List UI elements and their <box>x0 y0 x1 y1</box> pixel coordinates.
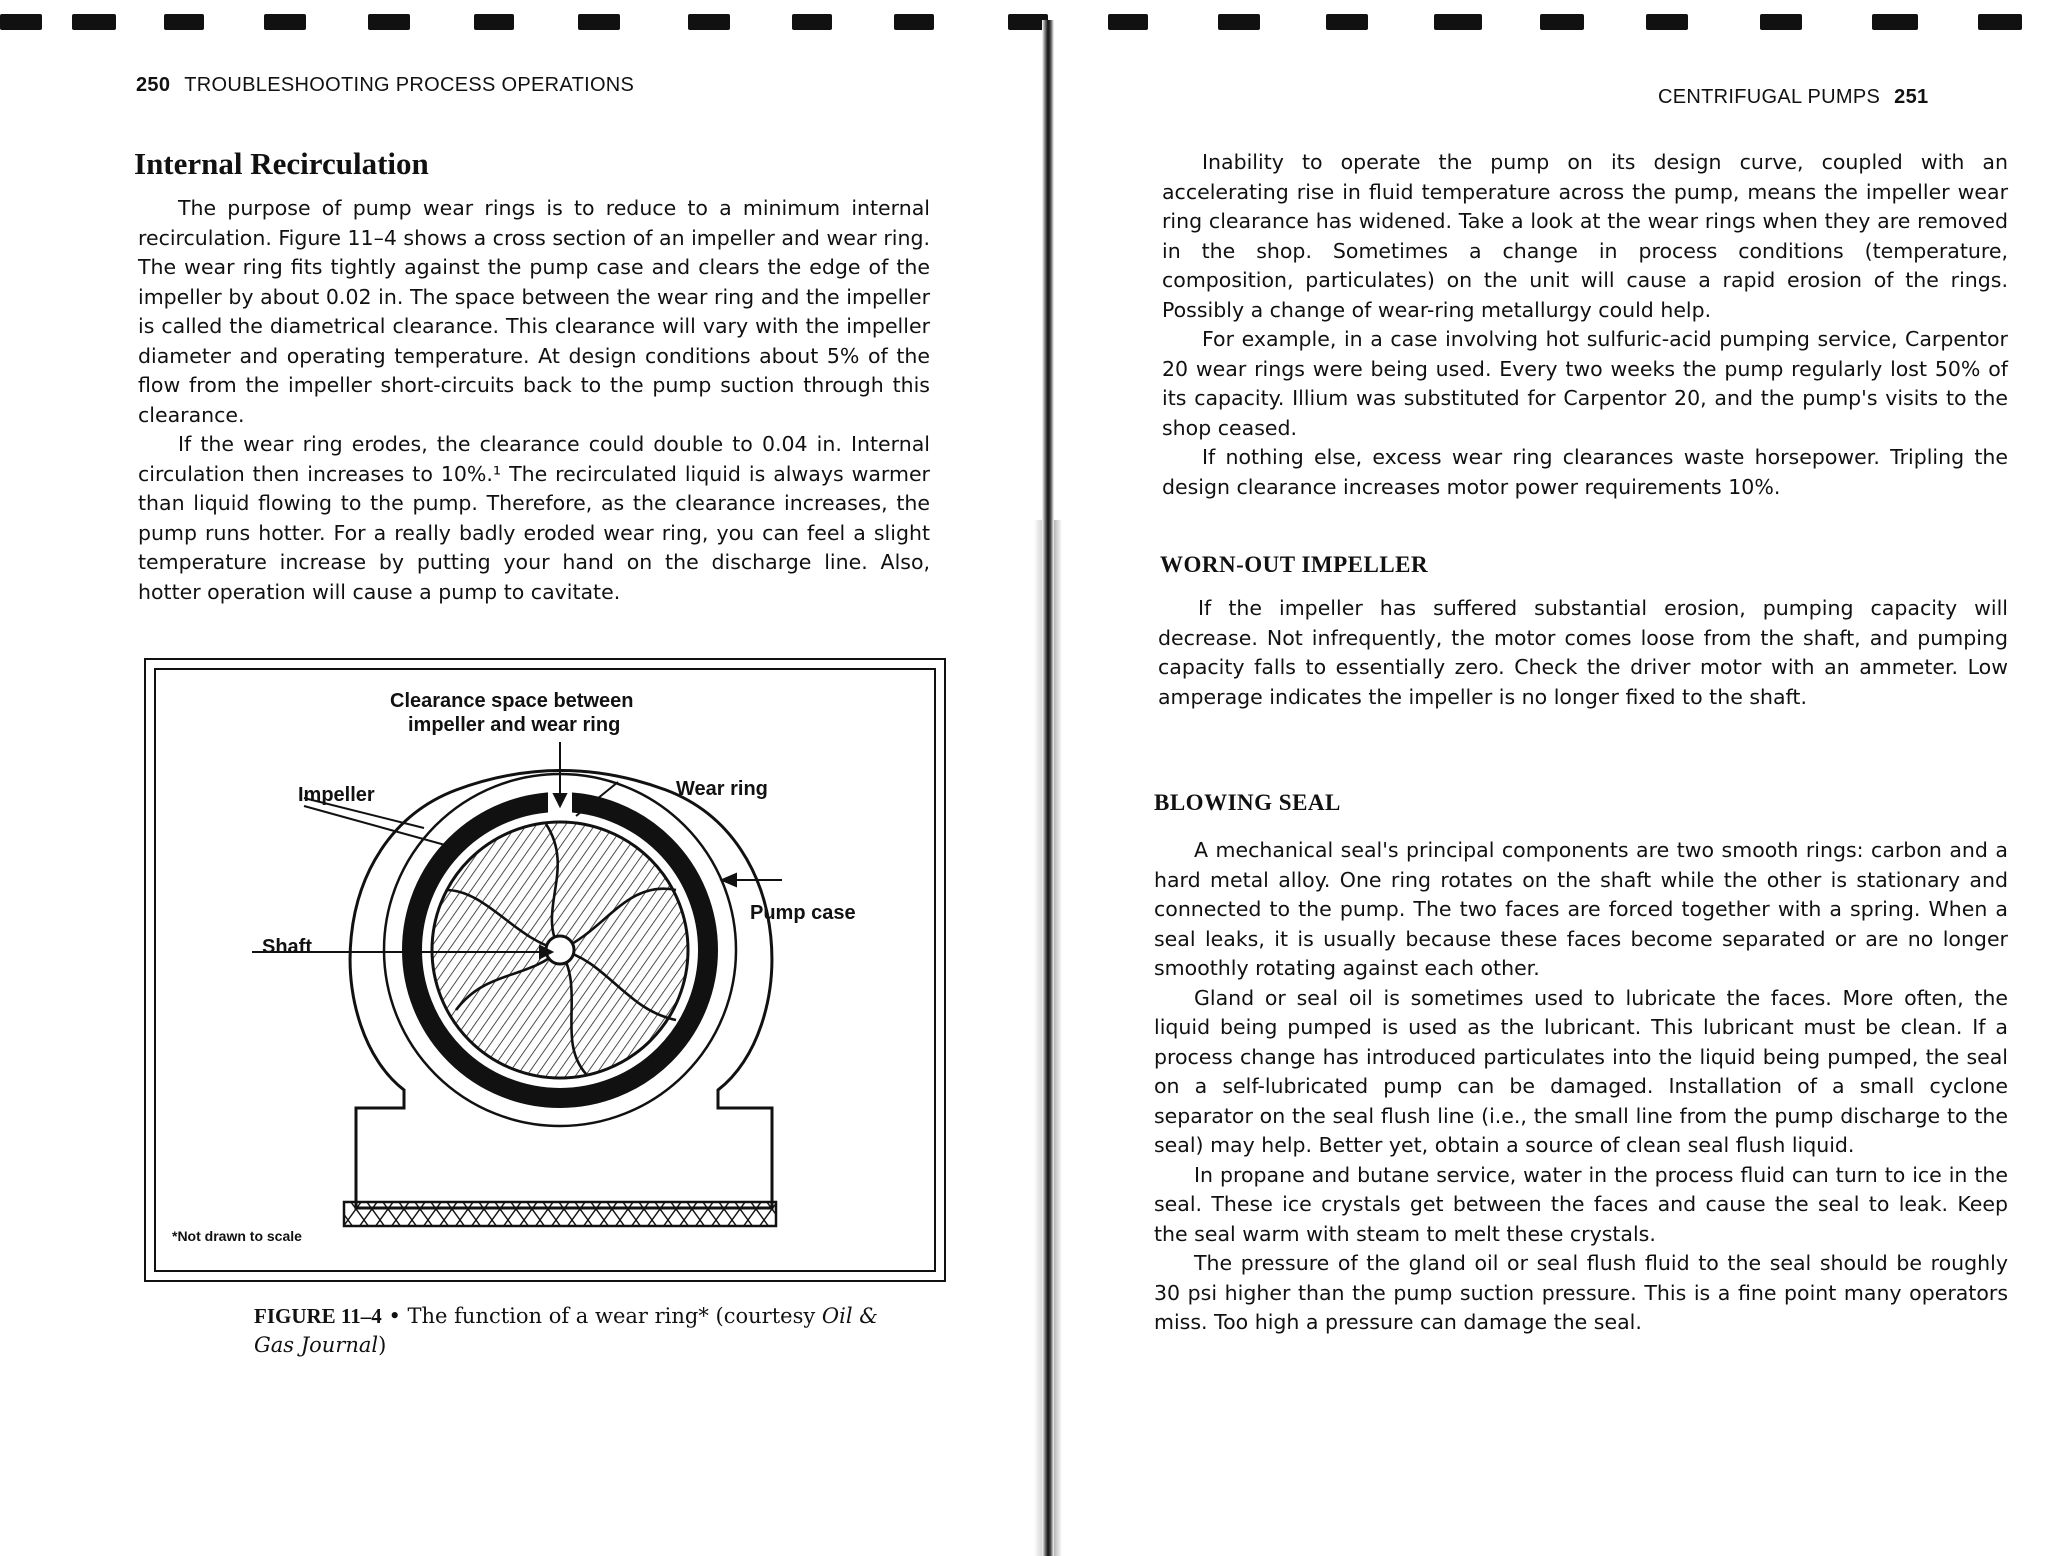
figure-caption <box>254 1302 894 1360</box>
right-running-title: CENTRIFUGAL PUMPS <box>1658 86 1881 108</box>
section-title-internal-recirculation: Internal Recirculation <box>134 146 429 181</box>
label-clearance-line2: impeller and wear ring <box>408 714 621 736</box>
caption-end: ) <box>378 1333 387 1357</box>
caption-source: Oil & Gas Journal <box>254 1304 878 1357</box>
paragraph: Gland or seal oil is sometimes used to lubricate the faces. More often, the liquid being pumped is used as the lubricant. This lubricant must be clean. If a process change has introduced particulates into the liquid being pumped, the seal on a self-lubricated pump can be damaged. Installation of a small cyclone separator on the seal flush line (i.e., the small line from the pump discharge to the seal) may help. Better yet, obtain a source of clean seal flush liquid. <box>1154 985 2008 1157</box>
label-shaft: Shaft <box>262 936 312 958</box>
paragraph: For example, in a case involving hot sulfuric-acid pumping service, Carpentor 20 wear rings were being used. Every two weeks the pump regularly lost 50% of its capacity. Illium was substituted for Carpentor 20, and the pump's visits to the shop ceased. <box>1162 327 2008 440</box>
paragraph: A mechanical seal's principal components are two smooth rings: carbon and a hard metal alloy. One ring rotates on the shaft while the other is stationary and connected to the pump. The two faces are forced together with a spring. When a seal leaks, it is usually because these faces become separated or are no longer smoothly rotating against each other. <box>1154 838 2008 980</box>
paragraph: If the impeller has suffered substantial erosion, pumping capacity will decrease. Not infrequently, the motor comes loose from the shaft, and pumping capacity falls to essentially zero. Check the driver motor with an ammeter. Low amperage indicates the impeller is no longer fixed to the shaft. <box>1158 596 2008 709</box>
paragraph: If nothing else, excess wear ring clearances waste horsepower. Tripling the design clearance increases motor power requirements 10%. <box>1162 445 2008 499</box>
paragraph: Inability to operate the pump on its design curve, coupled with an accelerating rise in fluid temperature across the pump, means the impeller wear ring clearance has widened. Take a look at the wear rings when they are removed in the shop. Sometimes a change in process conditions (temperature, composition, particulates) on the unit will cause a rapid erosion of the rings. Possibly a change of wear-ring metallurgy could help. <box>1162 150 2008 322</box>
heading-worn-out-impeller: WORN-OUT IMPELLER <box>1160 552 1429 577</box>
right-page-number: 251 <box>1894 86 1929 108</box>
label-clearance-line1: Clearance space between <box>390 690 634 712</box>
left-page-number: 250 <box>136 74 171 96</box>
paragraph: The purpose of pump wear rings is to reduce to a minimum internal recirculation. Figure 11–4 shows a cross section of an impeller and wear ring. The wear ring fits tightly against the pump case and clears the edge of the impeller by about 0.02 in. The space between the wear ring and the impeller is called the diametrical clearance. This clearance will vary with the impeller diameter and operating temperature. At design conditions about 5% of the flow from the impeller short-circuits back to the pump suction through this clearance. <box>138 196 930 427</box>
impeller-diagram <box>156 670 930 1266</box>
binding-tabs <box>0 0 2048 32</box>
paragraph: The pressure of the gland oil or seal flush fluid to the seal should be roughly 30 psi higher than the pump suction pressure. This is a fine point many operators miss. Too high a pressure can damage the seal. <box>1154 1251 2008 1334</box>
right-running-head <box>1658 86 1928 109</box>
caption-text: • The function of a wear ring* (courtesy <box>381 1304 822 1328</box>
base-hatch <box>344 1202 776 1226</box>
label-wear-ring: Wear ring <box>676 778 768 800</box>
right-intro-text <box>1162 148 2008 502</box>
worn-out-text <box>1158 594 2008 712</box>
paragraph: If the wear ring erodes, the clearance could double to 0.04 in. Internal circulation then increases to 10%.¹ The recirculated liquid is always warmer than liquid flowing to the pump. Therefore, as the clearance increases, the pump runs hotter. For a really badly eroded wear ring, you can feel a slight temperature increase by putting your hand on the discharge line. Also, hotter operation will cause a pump to cavitate. <box>138 432 930 604</box>
caption-tag: FIGURE 11–4 <box>254 1304 382 1328</box>
heading-blowing-seal: BLOWING SEAL <box>1154 790 1341 815</box>
paragraph: In propane and butane service, water in the process fluid can turn to ice in the seal. These ice crystals get between the faces and cause the seal to leak. Keep the seal warm with steam to melt these crystals. <box>1154 1162 2008 1246</box>
label-pump-case: Pump case <box>750 902 856 924</box>
left-running-title: TROUBLESHOOTING PROCESS OPERATIONS <box>184 74 635 96</box>
blowing-seal-text <box>1154 836 2008 1338</box>
book-spine <box>1042 20 1054 1556</box>
figure-note: *Not drawn to scale <box>172 1228 302 1244</box>
label-impeller: Impeller <box>298 784 375 806</box>
left-running-head <box>136 74 634 97</box>
left-body-text <box>138 194 930 607</box>
